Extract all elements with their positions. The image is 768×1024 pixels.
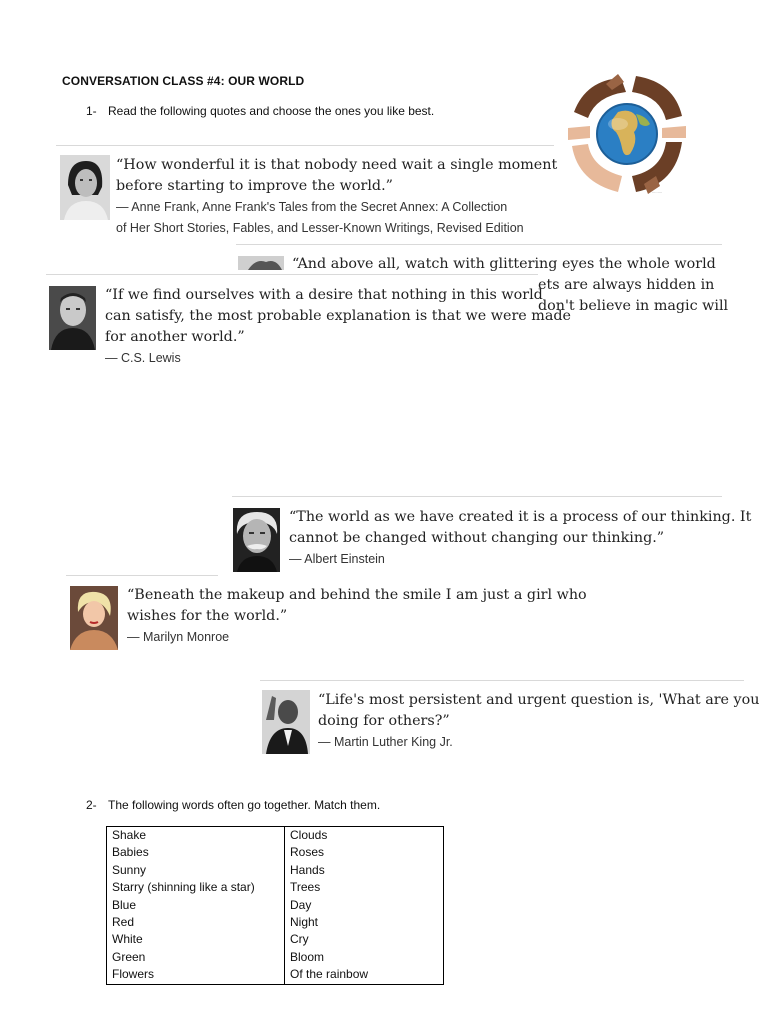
- card-divider: [236, 244, 722, 245]
- table-cell-right: Night: [285, 914, 444, 931]
- quote-card-martin-luther-king: [260, 680, 760, 760]
- portrait-icon: [60, 155, 110, 220]
- table-cell-left: Starry (shinning like a star): [107, 879, 285, 896]
- quote-text-line: can satisfy, the most probable explanation is that we were made: [105, 308, 571, 324]
- globe-hands-icon: [566, 72, 688, 196]
- author-photo-anne-frank: [60, 155, 110, 220]
- table-cell-left: Flowers: [107, 966, 285, 984]
- portrait-icon: [262, 690, 310, 754]
- portrait-icon: [238, 256, 284, 270]
- quote-text-line: wishes for the world.”: [127, 608, 288, 624]
- table-row: [107, 862, 444, 879]
- quote-text-line: for another world.”: [105, 329, 245, 345]
- instruction-1: [86, 104, 434, 118]
- table-row: [107, 827, 444, 845]
- portrait-icon: [70, 586, 118, 650]
- quote-author: — C.S. Lewis: [105, 351, 181, 365]
- author-photo-martin-luther-king: [262, 690, 310, 754]
- card-divider: [46, 274, 538, 275]
- quote-card-marilyn-monroe: [66, 575, 587, 655]
- table-cell-left: Green: [107, 949, 285, 966]
- instruction-2: [86, 798, 380, 812]
- table-cell-right: Cry: [285, 931, 444, 948]
- card-divider: [56, 145, 554, 146]
- quote-text-line: “How wonderful it is that nobody need wait a single moment: [116, 157, 558, 173]
- quote-text-line: “And above all, watch with glittering eyes the whole world: [292, 256, 716, 272]
- quote-text-line: “If we find ourselves with a desire that nothing in this world: [105, 287, 543, 303]
- author-photo-marilyn-monroe: [70, 586, 118, 650]
- table-row: [107, 897, 444, 914]
- author-photo-einstein: [233, 508, 280, 572]
- quote-text-line: “The world as we have created it is a process of our thinking. It: [289, 509, 752, 525]
- quote-text-line: “Life's most persistent and urgent question is, 'What are you: [318, 692, 760, 708]
- quote-text-line: doing for others?”: [318, 713, 450, 729]
- quote-author: — Marilyn Monroe: [127, 630, 230, 644]
- table-cell-right: Of the rainbow: [285, 966, 444, 984]
- quote-card-anne-frank: [56, 145, 558, 240]
- instruction-text: Read the following quotes and choose the ones you like best.: [108, 104, 435, 118]
- table-cell-left: Sunny: [107, 862, 285, 879]
- quote-text-line: “Beneath the makeup and behind the smile I am just a girl who: [127, 587, 587, 603]
- card-divider: [66, 575, 218, 576]
- table-cell-left: Red: [107, 914, 285, 931]
- table-cell-left: Blue: [107, 897, 285, 914]
- table-cell-right: Clouds: [285, 827, 444, 845]
- globe-hands-image: [566, 72, 688, 196]
- table-row: [107, 966, 444, 984]
- table-row: [107, 914, 444, 931]
- card-divider: [232, 496, 722, 497]
- instruction-number: 1-: [86, 104, 97, 118]
- quote-text-line: cannot be changed without changing our thinking.”: [289, 530, 665, 546]
- table-cell-right: Bloom: [285, 949, 444, 966]
- table-cell-right: Roses: [285, 844, 444, 861]
- instruction-text: The following words often go together. Match them.: [108, 798, 381, 812]
- table-cell-left: Babies: [107, 844, 285, 861]
- table-cell-right: Day: [285, 897, 444, 914]
- card-divider: [260, 680, 744, 681]
- quote-text-line: ets are always hidden in: [538, 277, 715, 293]
- portrait-icon: [49, 286, 96, 350]
- quote-card-cs-lewis: [46, 274, 571, 370]
- table-row: [107, 844, 444, 861]
- portrait-icon: [233, 508, 280, 572]
- author-photo-cs-lewis: [49, 286, 96, 350]
- quote-card-einstein: [232, 496, 752, 576]
- table-row: [107, 949, 444, 966]
- svg-text:·········: ·········: [652, 191, 663, 195]
- quote-author: — Martin Luther King Jr.: [318, 735, 453, 749]
- instruction-number: 2-: [86, 798, 97, 812]
- table-cell-right: Hands: [285, 862, 444, 879]
- table-row: [107, 879, 444, 896]
- table-row: [107, 931, 444, 948]
- table-cell-left: White: [107, 931, 285, 948]
- quote-author: — Albert Einstein: [289, 552, 385, 566]
- author-photo-partial: [238, 256, 284, 270]
- quote-author-line: of Her Short Stories, Fables, and Lesser-Known Writings, Revised Edition: [116, 221, 524, 235]
- word-match-table: [106, 826, 444, 985]
- page-title: CONVERSATION CLASS #4: OUR WORLD: [62, 74, 305, 88]
- quote-author-line: — Anne Frank, Anne Frank's Tales from the Secret Annex: A Collection: [116, 200, 508, 214]
- quote-text-line: before starting to improve the world.”: [116, 178, 393, 194]
- table-cell-right: Trees: [285, 879, 444, 896]
- quote-text-line: don't believe in magic will: [538, 298, 729, 314]
- table-cell-left: Shake: [107, 827, 285, 845]
